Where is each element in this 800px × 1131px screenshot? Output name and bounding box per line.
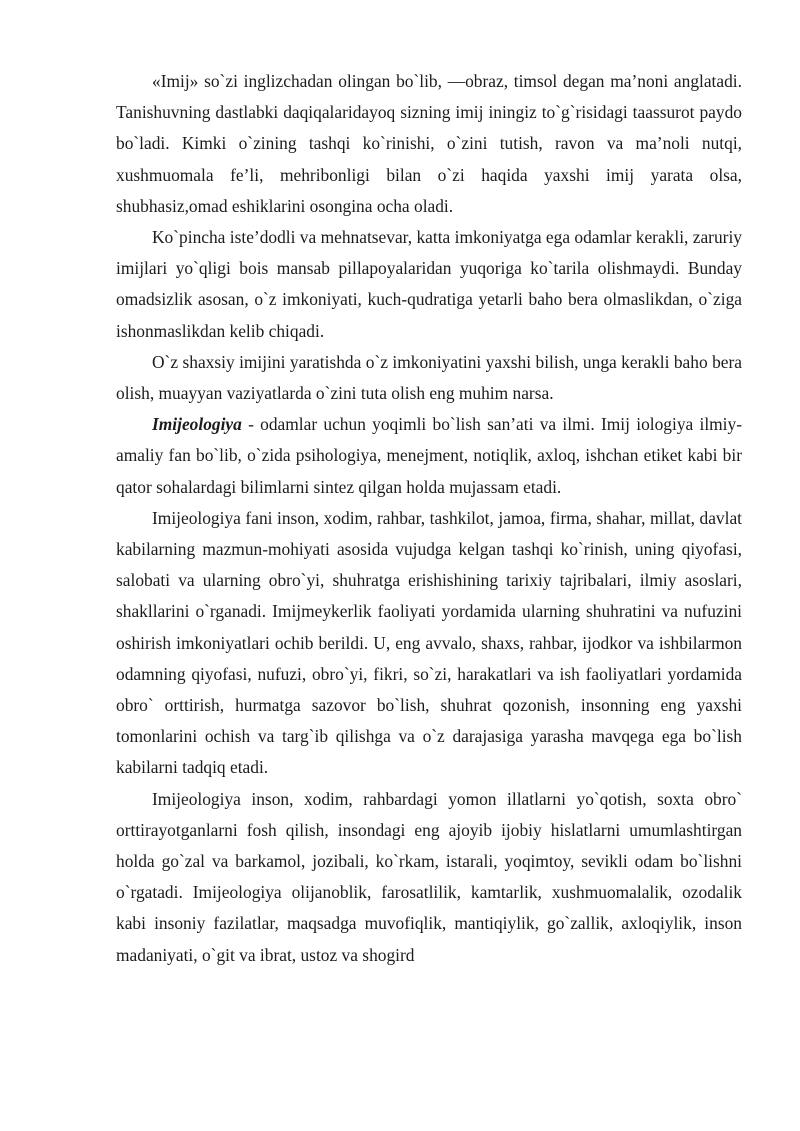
paragraph-talented-people <box>116 222 742 347</box>
paragraph-imij-definition <box>116 66 742 222</box>
paragraph-text: O`z shaxsiy imijini yaratishda o`z imkoniyatini yaxshi bilish, unga kerakli baho bera olish, muayyan vaziyatlarda o`zini tuta olish eng muhim narsa. <box>116 351 742 404</box>
term-imijeologiya: Imijeologiya <box>152 414 242 435</box>
paragraph-text: Imijeologiya inson, xodim, rahbardagi yomon illatlarni yo`qotish, soxta obro` orttirayotganlarni fosh qilish, insondagi eng ajoyib ijobiy hislatlarni umumlashtirgan holda go`zal va barkamol, jozibali, ko`rkam, istarali, yoqimtoy, sevikli odam bo`lishni o`rgatadi. Imijeologiya olijanoblik, farosatlilik, kamtarlik, xushmuomalalik, ozodalik kabi insoniy fazilatlar, maqsadga muvofiqlik, mantiqiylik, go`zallik, axloqiylik, inson madaniyati, o`git va ibrat, ustoz va shogird <box>116 788 742 965</box>
paragraph-imijeologiya-definition <box>116 409 742 503</box>
paragraph-personal-image <box>116 347 742 409</box>
paragraph-text: Ko`pincha iste’dodli va mehnatsevar, katta imkoniyatga ega odamlar kerakli, zaruriy imijlari yo`qligi bois mansab pillapoyalaridan yuqoriga ko`tarila olishmaydi. Bunday omadsizlik asosan, o`z imkoniyati, kuch-qudratiga yetarli baho bera olmaslikdan, o`ziga ishonmaslikdan kelib chiqadi. <box>116 227 742 341</box>
document-page <box>116 66 742 971</box>
paragraph-text: Imijeologiya fani inson, xodim, rahbar, tashkilot, jamoa, firma, shahar, millat, davlat kabilarning mazmun-mohiyati asosida vujudga kelgan tashqi ko`rinish, uning qiyofasi, salobati va ularning obro`yi, shuhratga erishishining tarixiy tajribalari, ilmiy asoslari, shakllarini o`rganadi. Imijmeykerlik faoliyati yordamida ularning shuhratini va nufuzini oshirish imkoniyatlari ochib berildi. U, eng avvalo, shaxs, rahbar, ijodkor va ishbilarmon odamning qiyofasi, nufuzi, obro`yi, fikri, so`zi, harakatlari va ish faoliyatlari yordamida obro` orttirish, hurmatga sazovor bo`lish, shuhrat qozonish, insonning eng yaxshi tomonlarini ochish va targ`ib qilishga va o`z darajasiga yarasha mavqega ega bo`lish kabilarni tadqiq etadi. <box>116 507 742 778</box>
paragraph-text: - odamlar uchun yoqimli bo`lish san’ati va ilmi. Imij iologiya ilmiy-amaliy fan bo`lib, o`zida psihologiya, menejment, notiqlik, axloq, ishchan etiket kabi bir qator sohalardagi bilimlarni sintez qilgan holda mujassam etadi. <box>116 414 742 497</box>
paragraph-text: «Imij» so`zi inglizchadan olingan bo`lib, ―obraz, timsol degan ma’noni anglatadi. Tanishuvning dastlabki daqiqalaridayoq sizning imij iningiz to`g`risidagi taassurot paydo bo`ladi. Kimki o`zining tashqi ko`rinishi, o`zini tutish, ravon va ma’noli nutqi, xushmuomala fe’li, mehribonligi bilan o`zi haqida yaxshi imij yarata olsa, shubhasiz,omad eshiklarini osongina ocha oladi. <box>116 71 742 216</box>
paragraph-imijeologiya-goals <box>116 784 742 971</box>
paragraph-imijeologiya-subject <box>116 503 742 784</box>
